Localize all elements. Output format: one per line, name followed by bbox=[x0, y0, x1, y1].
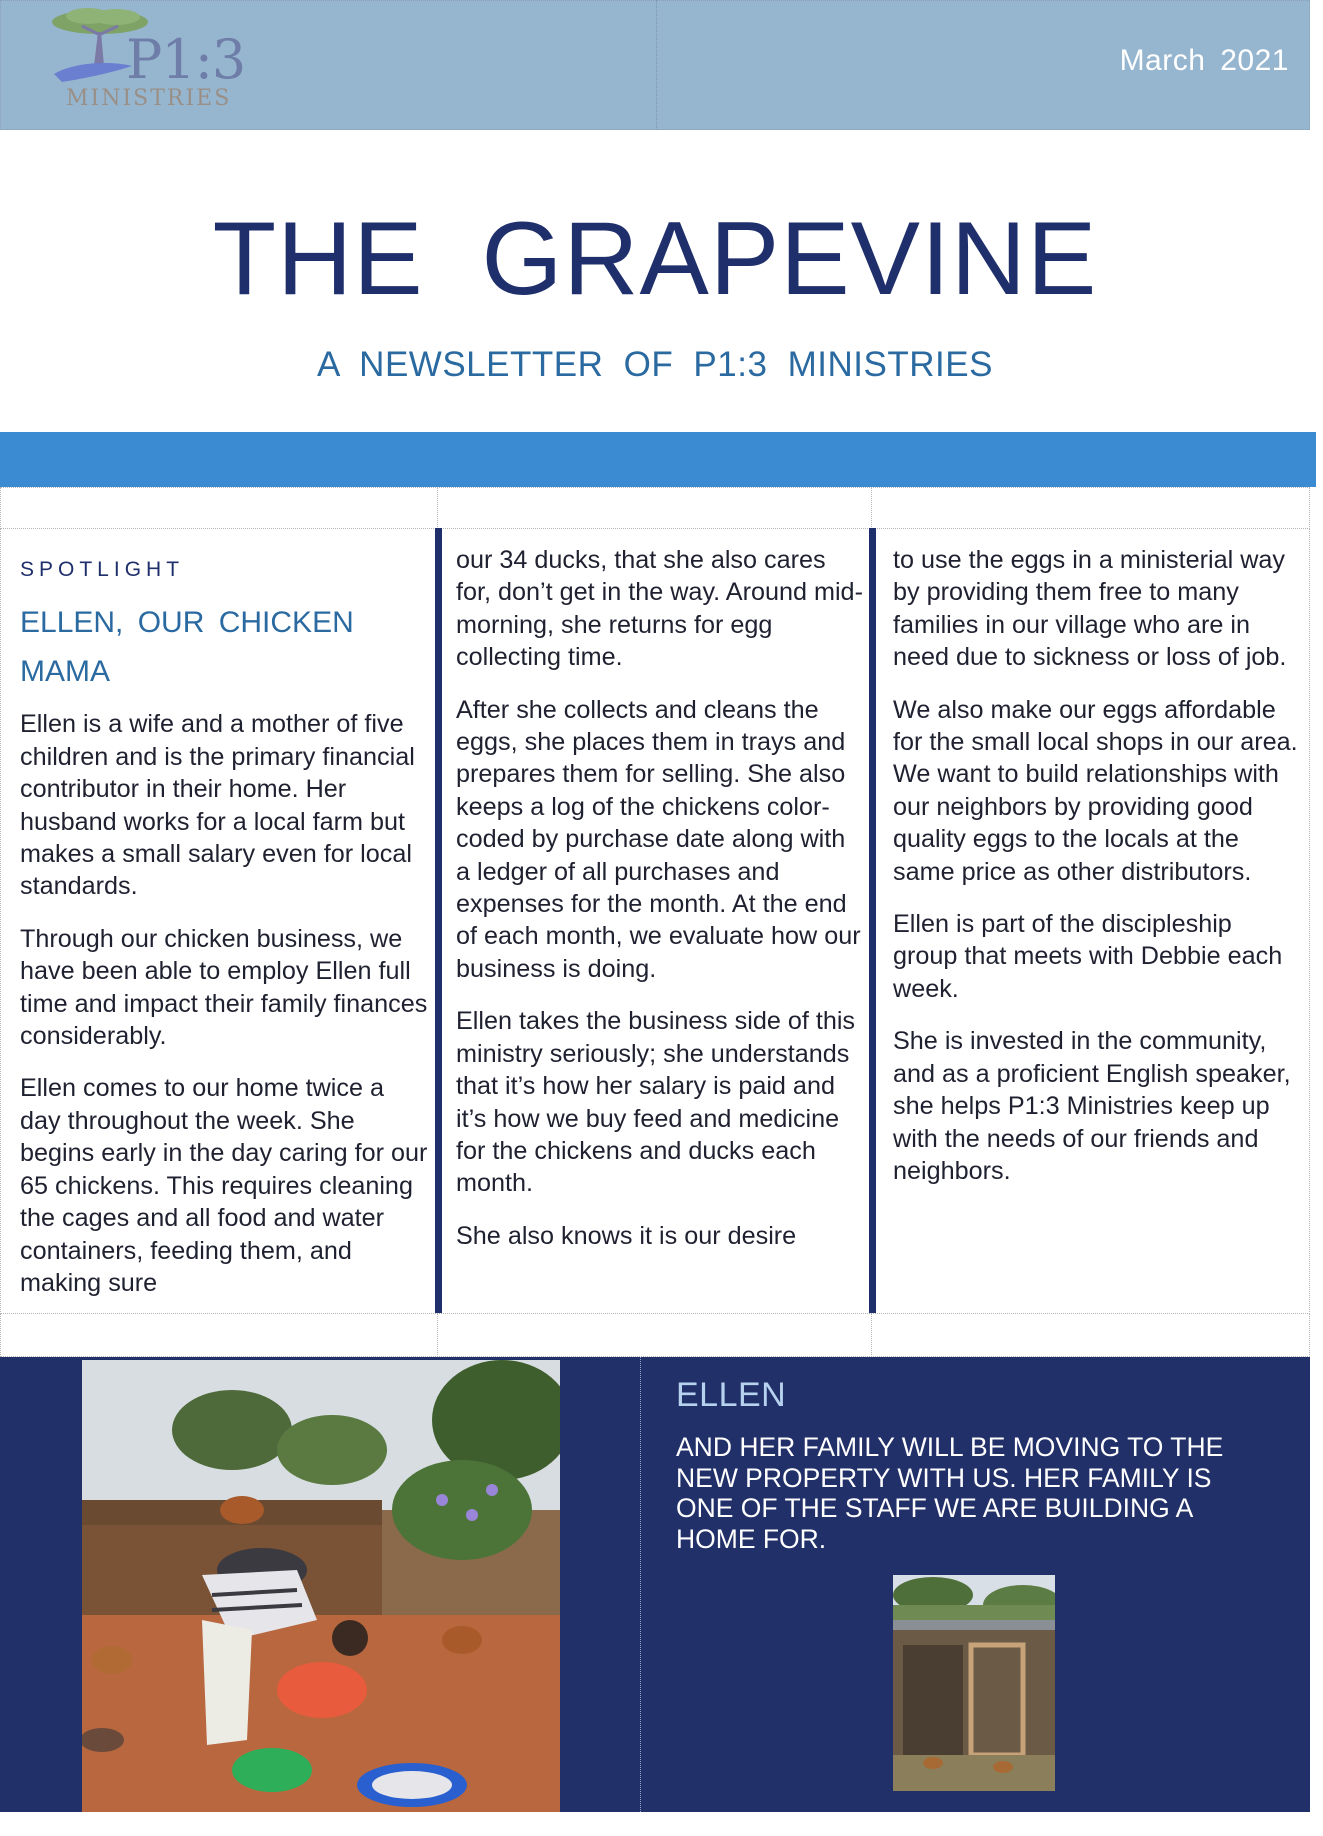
paragraph: our 34 ducks, that she also cares for, don’t get in the way. Around mid-morning, she returns for egg collecting time. bbox=[456, 546, 863, 672]
ellen-feeding-chickens-photo bbox=[82, 1360, 560, 1812]
paragraph: Ellen is part of the discipleship group that meets with Debbie each week. bbox=[893, 910, 1283, 1003]
paragraph: to use the eggs in a ministerial way by providing them free to many families in our village who are in need due to sickness or loss of job. bbox=[893, 546, 1287, 672]
paragraph: She is invested in the community, and as a proficient English speaker, she helps P1:3 Ministries keep up with the needs of our friends and neighbors. bbox=[893, 1027, 1291, 1185]
accent-bar bbox=[0, 432, 1316, 487]
paragraph: Ellen takes the business side of this ministry seriously; she understands that it’s how her salary is paid and it’s how we buy feed and medicine for the chickens and ducks each month. bbox=[456, 1007, 856, 1198]
newsletter-subtitle: A NEWSLETTER OF P1:3 MINISTRIES bbox=[317, 345, 993, 384]
cell-separator bbox=[871, 1313, 872, 1357]
header-divider bbox=[656, 0, 657, 130]
article-column-2 bbox=[456, 528, 866, 1314]
feature-heading: ELLEN bbox=[676, 1376, 787, 1414]
section-label: SPOTLIGHT bbox=[20, 558, 185, 581]
chicken-coop-photo bbox=[893, 1575, 1055, 1791]
issue-date: March 2021 bbox=[1119, 44, 1289, 77]
newsletter-title: THE GRAPEVINE bbox=[212, 201, 1098, 317]
cell-separator bbox=[871, 487, 872, 529]
article-column-3 bbox=[893, 528, 1303, 1314]
paragraph: Ellen comes to our home twice a day throughout the week. She begins early in the day caring for our 65 chickens. This requires cleaning the cages and all food and water containers, feeding them, and making sure bbox=[20, 1074, 428, 1297]
feature-body: AND HER FAMILY WILL BE MOVING TO THE NEW PROPERTY WITH US. HER FAMILY IS ONE OF THE STAFF WE ARE BUILDING A HOME FOR. bbox=[676, 1432, 1224, 1554]
table-top-row bbox=[0, 487, 1310, 529]
paragraph: After she collects and cleans the eggs, she places them in trays and prepares them for selling. She also keeps a log of the chickens color-coded by purchase date along with a ledger of all purchases and expenses for the month. At the end of each month, we evaluate how our business is doing. bbox=[456, 695, 861, 983]
paragraph: Through our chicken business, we have been able to employ Ellen full time and impact their family finances considerably. bbox=[20, 924, 428, 1051]
logo-text: P1:3 bbox=[126, 28, 246, 91]
paragraph: Ellen is a wife and a mother of five children and is the primary financial contributor in their home. Her husband works for a local farm but makes a small salary even for local standards. bbox=[20, 710, 415, 901]
table-bottom-row bbox=[0, 1313, 1310, 1357]
cell-separator bbox=[437, 487, 438, 529]
article-column-1 bbox=[20, 528, 430, 1314]
column-rule bbox=[435, 528, 442, 1313]
column-rule bbox=[869, 528, 876, 1313]
feature-divider bbox=[640, 1357, 641, 1812]
paragraph: We also make our eggs affordable for the small local shops in our area. We want to build relationships with our neighbors by providing good quality eggs to the locals at the same price as other distributors. bbox=[893, 695, 1298, 886]
article-headline: ELLEN, OUR CHICKEN MAMA bbox=[20, 606, 354, 689]
paragraph: She also knows it is our desire bbox=[456, 1221, 797, 1250]
cell-separator bbox=[437, 1313, 438, 1357]
logo-subtext: MINISTRIES bbox=[66, 86, 232, 111]
